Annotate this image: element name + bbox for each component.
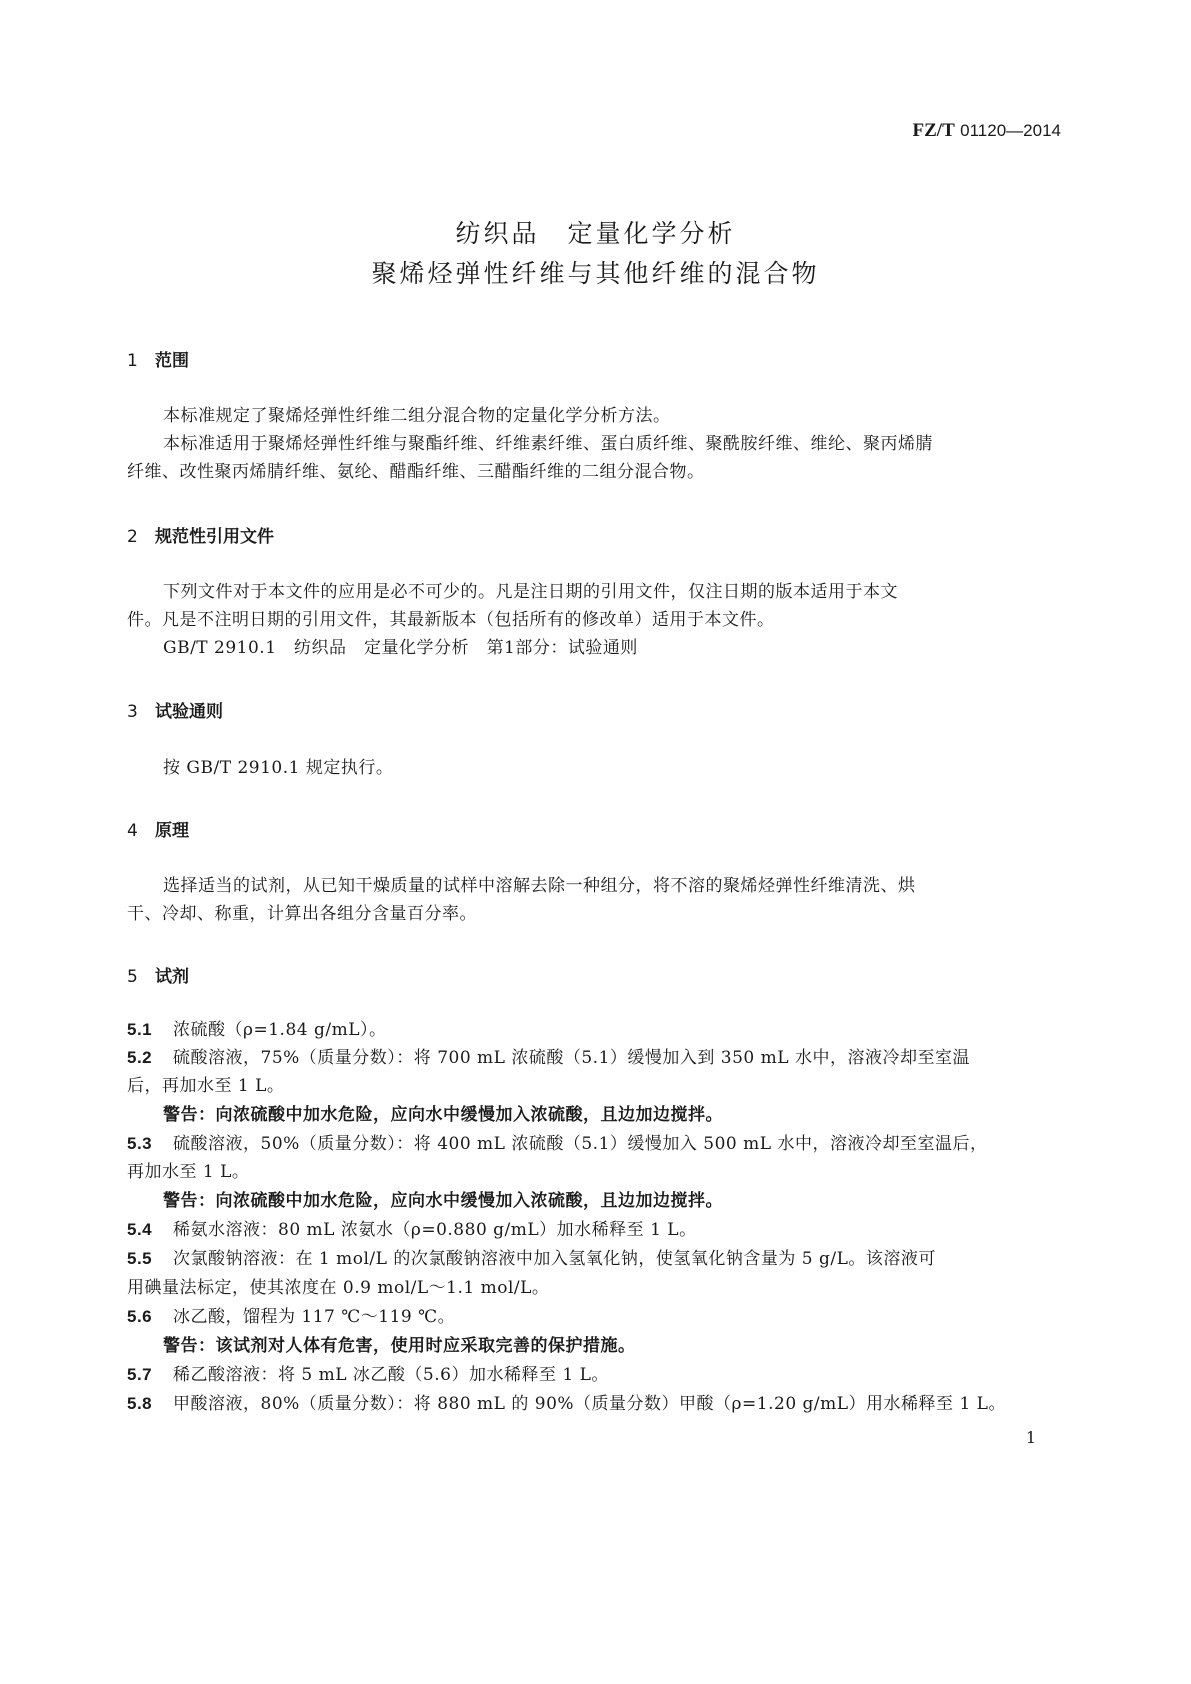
- clause-continuation: 再加水至 1 L。: [127, 1162, 250, 1182]
- clause-continuation: 后，再加水至 1 L。: [127, 1076, 285, 1096]
- paragraph-line: 下列文件对于本文件的应用是必不可少的。凡是注日期的引用文件，仅注日期的版本适用于本文: [163, 582, 898, 602]
- clause-text: 稀氨水溶液：80 mL 浓氨水（ρ=0.880 g/mL）加水稀释至 1 L。: [173, 1220, 697, 1240]
- section-number: 3: [127, 702, 138, 722]
- paragraph-line: 按 GB/T 2910.1 规定执行。: [163, 758, 394, 778]
- standard-code: [913, 120, 1061, 142]
- section-title: 试剂: [155, 967, 189, 987]
- paragraph-line: 本标准规定了聚烯烃弹性纤维二组分混合物的定量化学分析方法。: [163, 406, 671, 426]
- clause-number: 5.2: [127, 1048, 153, 1067]
- reagent-5-8: [127, 1393, 1006, 1415]
- section-title: 范围: [155, 351, 189, 371]
- clause-number: 5.6: [127, 1307, 153, 1326]
- section-number: 4: [127, 821, 138, 841]
- normative-reference: GB/T 2910.1 纺织品 定量化学分析 第1部分：试验通则: [163, 638, 638, 658]
- clause-number: 5.4: [127, 1220, 153, 1239]
- clause-text: 冰乙酸，馏程为 117 ℃～119 ℃。: [173, 1307, 456, 1327]
- paragraph-line: 纤维、改性聚丙烯腈纤维、氨纶、醋酯纤维、三醋酯纤维的二组分混合物。: [127, 462, 705, 482]
- warning-note: 警告：向浓硫酸中加水危险，应向水中缓慢加入浓硫酸，且边加边搅拌。: [163, 1191, 723, 1211]
- reagent-5-1: [127, 1019, 387, 1041]
- document-title-line2: 聚烯烃弹性纤维与其他纤维的混合物: [371, 259, 820, 288]
- clause-number: 5.7: [127, 1365, 153, 1384]
- section-heading-2: [127, 522, 274, 547]
- standard-code-prefix: FZ/T: [912, 120, 955, 141]
- clause-text: 浓硫酸（ρ=1.84 g/mL）。: [173, 1020, 387, 1040]
- section-heading-1: [127, 346, 189, 371]
- clause-number: 5.8: [127, 1394, 153, 1413]
- paragraph-line: 选择适当的试剂，从已知干燥质量的试样中溶解去除一种组分，将不溶的聚烯烃弹性纤维清洗、烘: [163, 876, 916, 896]
- reagent-5-5: [127, 1248, 936, 1270]
- clause-number: 5.1: [127, 1020, 153, 1039]
- section-heading-4: [127, 816, 189, 841]
- reagent-5-2: [127, 1047, 970, 1069]
- document-title-line1: 纺织品 定量化学分析: [455, 219, 736, 248]
- section-number: 2: [127, 527, 138, 547]
- reagent-5-3: [127, 1133, 987, 1155]
- clause-number: 5.3: [127, 1134, 153, 1153]
- section-number: 1: [127, 351, 138, 371]
- section-heading-5: [127, 962, 189, 987]
- warning-note: 警告：向浓硫酸中加水危险，应向水中缓慢加入浓硫酸，且边加边搅拌。: [163, 1105, 723, 1125]
- standard-code-number: 01120—2014: [960, 121, 1061, 140]
- reagent-5-4: [127, 1219, 697, 1241]
- section-title: 原理: [155, 821, 189, 841]
- clause-number: 5.5: [127, 1249, 153, 1268]
- section-title: 试验通则: [155, 702, 223, 722]
- page-number: 1: [1025, 1428, 1036, 1447]
- clause-text: 硫酸溶液，50%（质量分数）：将 400 mL 浓硫酸（5.1）缓慢加入 500 mL 水中，溶液冷却至室温后，: [173, 1134, 988, 1154]
- reagent-5-7: [127, 1364, 609, 1386]
- reagent-5-6: [127, 1306, 455, 1328]
- section-heading-3: [127, 697, 223, 722]
- warning-note: 警告：该试剂对人体有危害，使用时应采取完善的保护措施。: [163, 1336, 636, 1356]
- section-number: 5: [127, 967, 138, 987]
- section-title: 规范性引用文件: [155, 527, 274, 547]
- clause-text: 甲酸溶液，80%（质量分数）：将 880 mL 的 90%（质量分数）甲酸（ρ=1.20 g/mL）用水稀释至 1 L。: [173, 1394, 1006, 1414]
- paragraph-line: 本标准适用于聚烯烃弹性纤维与聚酯纤维、纤维素纤维、蛋白质纤维、聚酰胺纤维、维纶、聚丙烯腈: [163, 434, 933, 454]
- clause-text: 稀乙酸溶液：将 5 mL 冰乙酸（5.6）加水稀释至 1 L。: [173, 1365, 609, 1385]
- clause-text: 硫酸溶液，75%（质量分数）：将 700 mL 浓硫酸（5.1）缓慢加入到 350 mL 水中，溶液冷却至室温: [173, 1048, 970, 1068]
- clause-continuation: 用碘量法标定，使其浓度在 0.9 mol/L～1.1 mol/L。: [127, 1278, 550, 1298]
- clause-text: 次氯酸钠溶液：在 1 mol/L 的次氯酸钠溶液中加入氢氧化钠，使氢氧化钠含量为 5 g/L。该溶液可: [173, 1249, 936, 1269]
- paragraph-line: 件。凡是不注明日期的引用文件，其最新版本（包括所有的修改单）适用于本文件。: [127, 610, 775, 630]
- paragraph-line: 干、冷却、称重，计算出各组分含量百分率。: [127, 904, 477, 924]
